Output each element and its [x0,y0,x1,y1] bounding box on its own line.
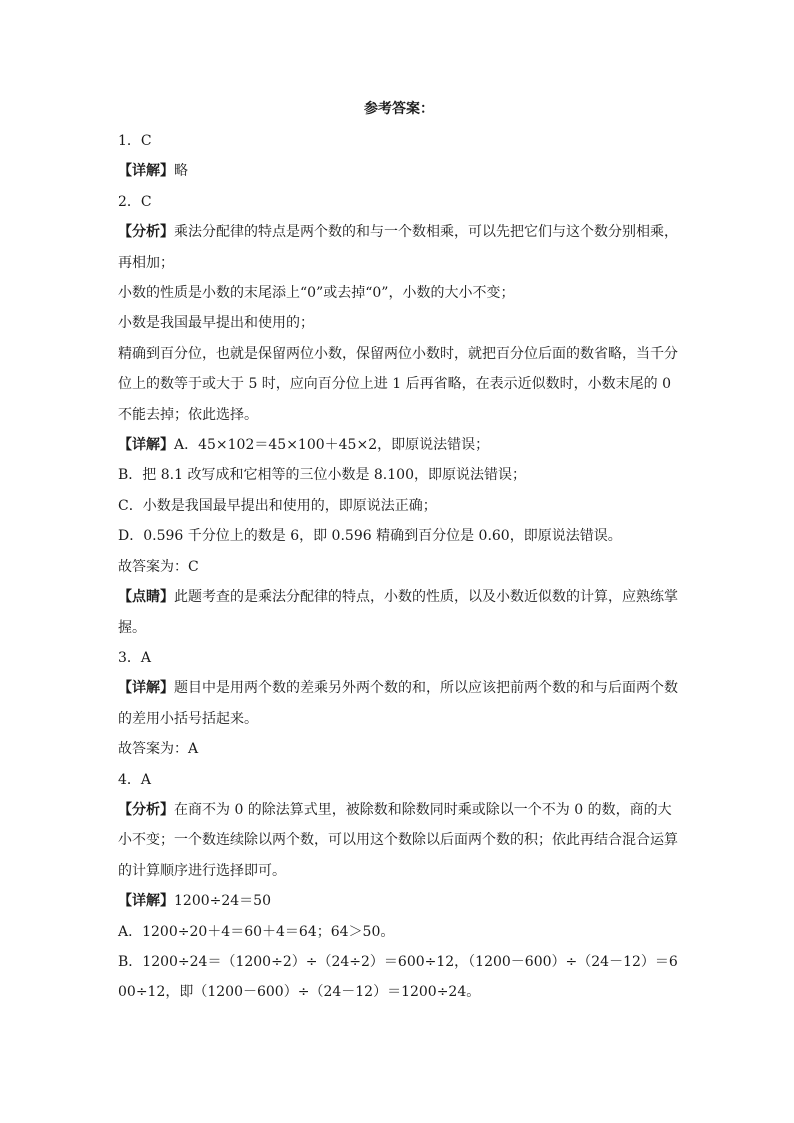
q4-detail-main: 1200÷24＝50 [174,893,271,910]
q2-detail-a: A．45×102＝45×100＋45×2，即原说法错误； [174,437,490,454]
comment-tag: 【点睛】 [118,589,174,606]
q2-analysis-2: 小数的性质是小数的末尾添上“0”或去掉“0”，小数的大小不变； [118,285,515,302]
q2-detail-c: C．小数是我国最早提出和使用的，即原说法正确； [118,497,437,514]
detail-tag: 【详解】 [118,163,174,180]
detail-tag: 【详解】 [118,437,174,454]
q2-analysis-text-1: 乘法分配律的特点是两个数的和与一个数相乘，可以先把它们与这个数分别相乘，再相加； [118,224,678,271]
q4-detail [118,886,680,916]
q2-conclusion: 故答案为：C [118,558,199,575]
q1-detail-text: 略 [174,163,188,180]
analysis-tag: 【分析】 [118,801,174,818]
q3-detail-text: 题目中是用两个数的差乘另外两个数的和，所以应该把前两个数的和与后面两个数的差用小括号括起来。 [118,680,678,727]
q4-answer: 4．A [118,771,152,788]
q2-analysis-4: 精确到百分位，也就是保留两位小数，保留两位小数时，就把百分位后面的数省略，当千分位上的数等于或大于 5 时，应向百分位上进 1 后再省略，在表示近似数时，小数末尾的 0 不能去掉；依此选择。 [118,345,678,423]
q4-analysis [118,795,680,886]
q2-analysis-3: 小数是我国最早提出和使用的； [118,315,314,332]
q4-analysis-text: 在商不为 0 的除法算式里，被除数和除数同时乘或除以一个不为 0 的数，商的大小不变；一个数连续除以两个数，可以用这个数除以后面两个数的积；依此再结合混合运算的计算顺序进行选择即可。 [118,801,678,879]
detail-tag: 【详解】 [118,893,174,910]
analysis-tag: 【分析】 [118,224,174,241]
q2-detail-d: D．0.596 千分位上的数是 6，即 0.596 精确到百分位是 0.60，即原说法错误。 [118,528,622,545]
q4-detail-b: B．1200÷24＝（1200÷2）÷（24÷2）＝600÷12，（1200－600）÷（24－12）＝600÷12，即（1200－600）÷（24－12）＝1200÷24。 [118,953,678,1001]
q2-answer: 2．C [118,193,152,210]
q3-conclusion: 故答案为：A [118,741,199,758]
q2-comment-text: 此题考查的是乘法分配律的特点，小数的性质，以及小数近似数的计算，应熟练掌握。 [118,589,678,636]
detail-tag: 【详解】 [118,680,174,697]
page-title: 参考答案： [364,101,434,117]
q2-comment [118,582,680,643]
q2-detail-b: B．把 8.1 改写成和它相等的三位小数是 8.100，即原说法错误； [118,467,526,484]
answer-page [118,95,680,1008]
q4-detail-a: A．1200÷20＋4＝60＋4＝64；64＞50。 [118,923,395,940]
q1-detail [118,156,680,186]
q3-detail [118,673,680,734]
q1-answer: 1．C [118,133,152,149]
q2-detail [118,430,680,460]
q2-analysis [118,217,680,278]
q3-answer: 3．A [118,649,152,666]
